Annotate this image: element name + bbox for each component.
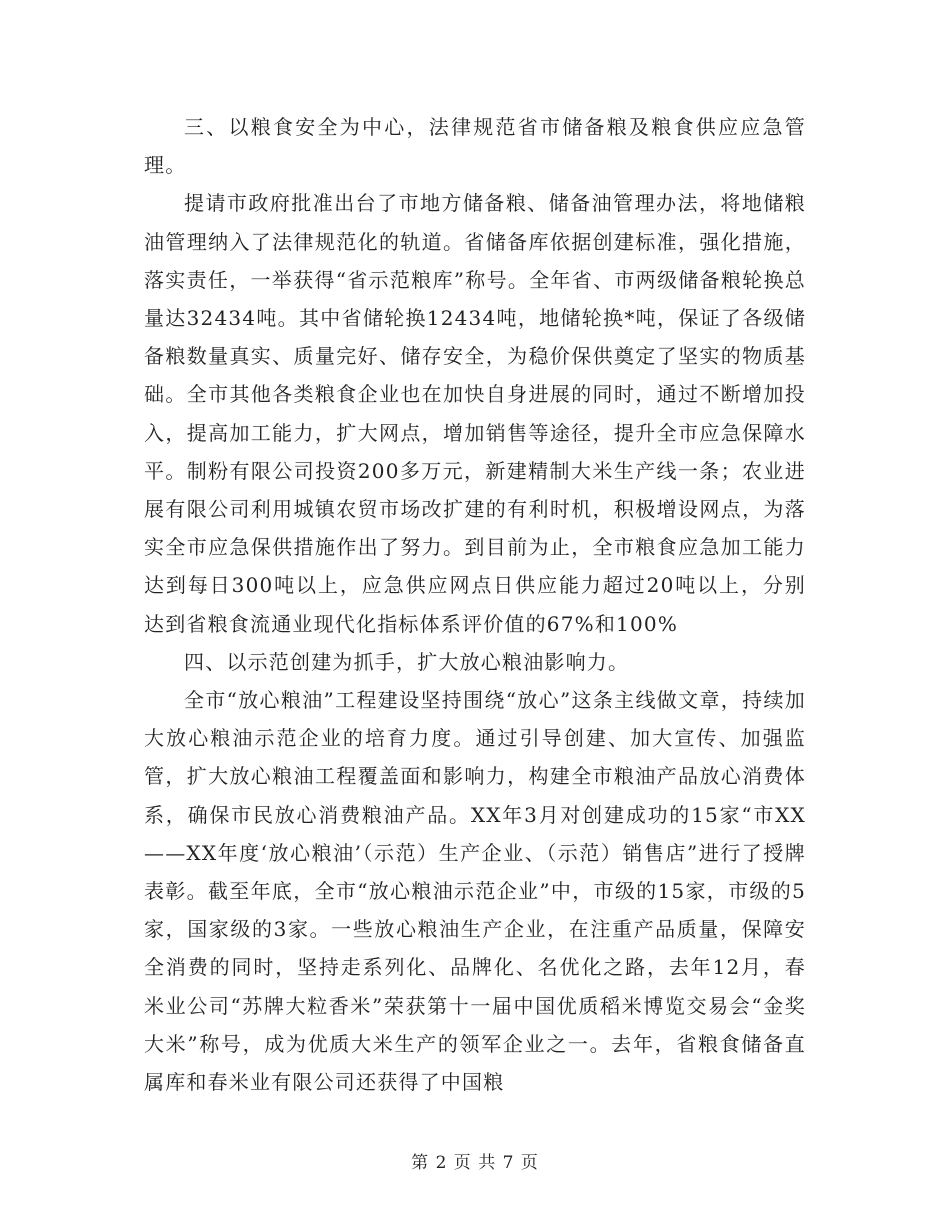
- section-heading-4: 四、以示范创建为抓手，扩大放心粮油影响力。: [184, 649, 630, 674]
- page-number-label: 第 2 页 共 7 页: [411, 1153, 539, 1173]
- page-footer: [0, 1148, 950, 1173]
- paragraph: 全市“放心粮油”工程建设坚持围绕“放心”这条主线做文章，持续加大放心粮油示范企业的培育力度。通过引导创建、加大宣传、加强监管，扩大放心粮油工程覆盖面和影响力，构建全市粮油产品放心消费体系，确保市民放心消费粮油产品。XX年3月对创建成功的15家“市XX——XX年度‘放心粮油’（示范）生产企业、（示范）销售店”进行了授牌表彰。截至年底，全市“放心粮油示范企业”中，市级的15家，市级的5家，国家级的3家。一些放心粮油生产企业，在注重产品质量，保障安全消费的同时，坚持走系列化、品牌化、名优化之路，去年12月，春米业公司“苏牌大粒香米”荣获第十一届中国优质稻米博览交易会“金奖大米”称号，成为优质大米生产的领军企业之一。去年，省粮食储备直属库和春米业有限公司还获得了中国粮: [144, 688, 806, 1095]
- section-heading-3: 三、以粮食安全为中心，法律规范省市储备粮及粮食供应应急管理。: [144, 115, 806, 178]
- paragraph: 提请市政府批准出台了市地方储备粮、储备油管理办法，将地储粮油管理纳入了法律规范化的轨道。省储备库依据创建标准，强化措施，落实责任，一举获得“省示范粮库”称号。全年省、市两级储备粮轮换总量达32434吨。其中省储轮换12434吨，地储轮换*吨，保证了各级储备粮数量真实、质量完好、储存安全，为稳价保供奠定了坚实的物质基础。全市其他各类粮食企业也在加快自身进展的同时，通过不断增加投入，提高加工能力，扩大网点，增加销售等途径，提升全市应急保障水平。制粉有限公司投资200多万元，新建精制大米生产线一条；农业进展有限公司利用城镇农贸市场改扩建的有利时机，积极增设网点，为落实全市应急保供措施作出了努力。到目前为止，全市粮食应急加工能力达到每日300吨以上，应急供应网点日供应能力超过20吨以上，分别达到省粮食流通业现代化指标体系评价值的67%和100%: [144, 191, 806, 636]
- document-body: [144, 108, 806, 1101]
